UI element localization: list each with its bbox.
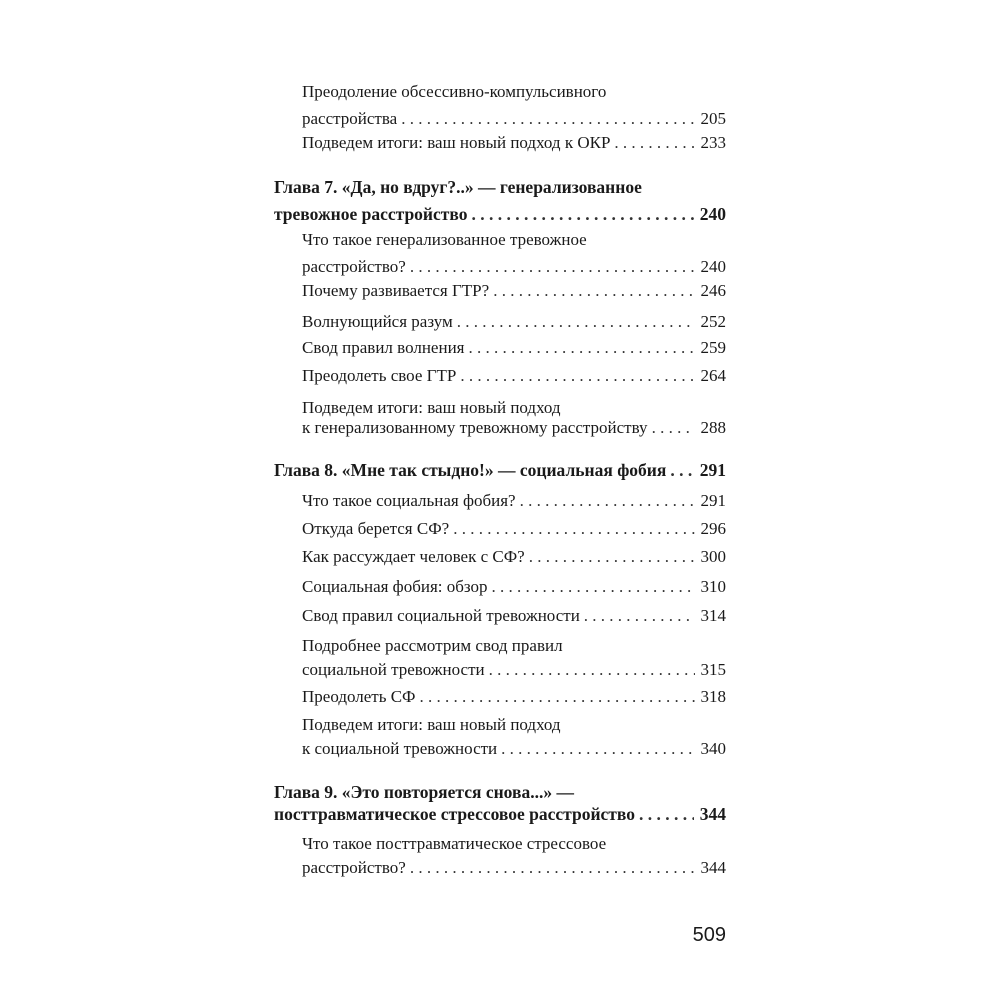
toc-page-number: 240	[700, 257, 726, 276]
leader-dots	[493, 279, 694, 303]
leader-dots	[453, 517, 694, 541]
leader-dots	[471, 202, 693, 226]
leader-dots	[410, 255, 695, 279]
toc-entry-text: Подведем итоги: ваш новый подход к ОКР	[302, 133, 611, 152]
toc-page-number: 344	[699, 804, 726, 824]
toc-chapter-title: Глава 7. «Да, но вдруг?..» — генерализованное	[274, 177, 642, 197]
toc-entry-text: Преодолеть свое ГТР	[302, 366, 457, 385]
toc-page-number: 318	[700, 687, 726, 706]
toc-page-number: 300	[700, 547, 726, 566]
toc-entry-text: Свод правил волнения	[302, 338, 465, 357]
toc-entry-text: к генерализованному тревожному расстройству	[302, 418, 648, 437]
toc-entry-text: Подведем итоги: ваш новый подход	[302, 398, 561, 417]
leader-dots	[489, 658, 695, 682]
leader-dots	[670, 458, 693, 482]
toc-page-number: 252	[700, 312, 726, 331]
toc-page-number: 240	[699, 204, 726, 224]
toc-entry-text: расстройство?	[302, 257, 406, 276]
toc-entry-text: Как рассуждает человек с СФ?	[302, 547, 525, 566]
toc-page-number: 291	[700, 491, 726, 510]
leader-dots	[420, 685, 695, 709]
leader-dots	[410, 856, 695, 880]
leader-dots	[614, 131, 694, 155]
toc-page-number: 259	[700, 338, 726, 357]
toc-page-number: 233	[700, 133, 726, 152]
leader-dots	[460, 364, 694, 388]
page-number: 509	[692, 924, 726, 946]
toc-page-number: 344	[700, 858, 726, 877]
toc-entry-text: Социальная фобия: обзор	[302, 577, 488, 596]
toc-chapter-title: посттравматическое стрессовое расстройство	[274, 804, 635, 824]
toc-chapter-title: тревожное расстройство	[274, 204, 468, 224]
toc-entry-text: Что такое генерализованное тревожное	[302, 230, 587, 249]
toc-page-number: 205	[700, 109, 726, 128]
leader-dots	[457, 310, 695, 334]
toc-page-number: 264	[700, 366, 726, 385]
toc-entry-text: Почему развивается ГТР?	[302, 281, 490, 300]
toc-chapter-title: Глава 9. «Это повторяется снова...» —	[274, 782, 574, 802]
leader-dots	[469, 336, 695, 360]
toc-entry-text: Подведем итоги: ваш новый подход	[302, 715, 561, 734]
leader-dots	[639, 802, 694, 826]
leader-dots	[529, 545, 695, 569]
toc-entry-text: расстройства	[302, 109, 398, 128]
toc-page-number: 296	[700, 519, 726, 538]
toc-entry-text: Откуда берется СФ?	[302, 519, 450, 538]
toc-entry-text: Преодоление обсессивно-компульсивного	[302, 82, 607, 101]
toc-entry-text: Волнующийся разум	[302, 312, 453, 331]
toc-page-number: 315	[700, 660, 726, 679]
toc-entry-text: Подробнее рассмотрим свод правил	[302, 636, 563, 655]
leader-dots	[501, 737, 694, 761]
leader-dots	[401, 107, 694, 131]
toc-entry-text: Свод правил социальной тревожности	[302, 606, 580, 625]
toc-entry-text: социальной тревожности	[302, 660, 485, 679]
leader-dots	[584, 604, 695, 628]
toc-entry-text: Что такое посттравматическое стрессовое	[302, 834, 607, 853]
toc-chapter-title: Глава 8. «Мне так стыдно!» — социальная фобия	[274, 460, 667, 480]
toc-entry-text: расстройство?	[302, 858, 406, 877]
leader-dots	[652, 416, 695, 440]
toc-page-number: 246	[700, 281, 726, 300]
toc-page-number: 314	[700, 606, 726, 625]
toc-entry-text: Что такое социальная фобия?	[302, 491, 516, 510]
toc-entry-text: к социальной тревожности	[302, 739, 498, 758]
toc-page-number: 291	[699, 460, 726, 480]
leader-dots	[520, 489, 695, 513]
leader-dots	[492, 575, 695, 599]
toc-page-number: 288	[700, 418, 726, 437]
toc-entry-text: Преодолеть СФ	[302, 687, 416, 706]
toc-page-number: 310	[700, 577, 726, 596]
toc-page-number: 340	[700, 739, 726, 758]
